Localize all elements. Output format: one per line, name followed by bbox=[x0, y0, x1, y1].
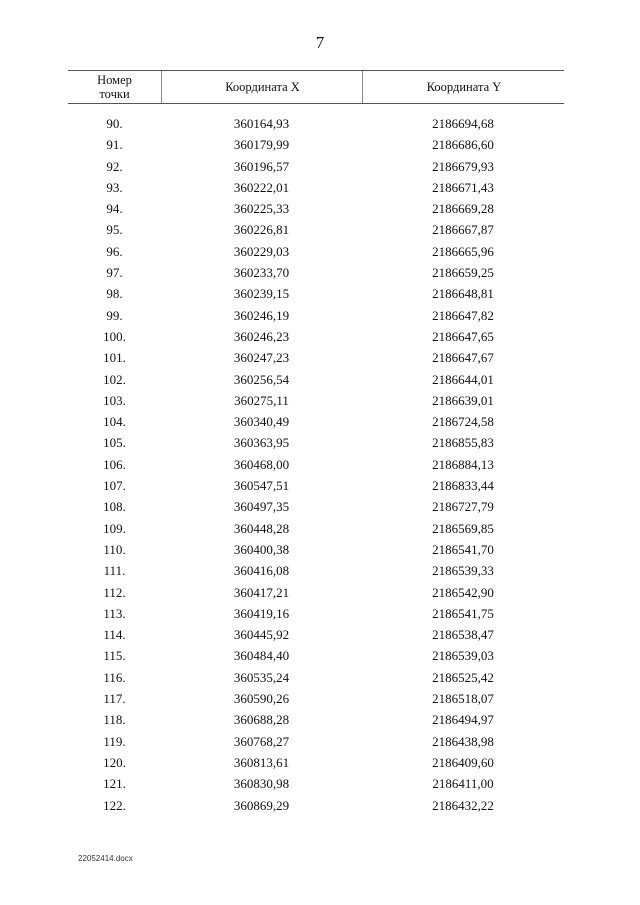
coordinate-y-cell: 2186539,33 bbox=[432, 563, 494, 579]
coordinate-y-cell: 2186518,07 bbox=[432, 691, 494, 707]
coordinate-x-cell: 360229,03 bbox=[233, 243, 290, 259]
table-row bbox=[68, 156, 564, 177]
header-point-line1: Номер bbox=[97, 73, 132, 87]
coordinate-x-cell: 360419,16 bbox=[233, 605, 290, 621]
coordinate-x-cell: 360340,49 bbox=[233, 414, 290, 430]
table-row bbox=[68, 603, 564, 624]
coordinate-x-cell: 360226,81 bbox=[233, 222, 290, 238]
coordinate-x-cell: 360363,95 bbox=[233, 435, 290, 451]
point-number-cell: 97. bbox=[106, 265, 123, 281]
point-number-cell: 120. bbox=[103, 754, 126, 770]
point-number-cell: 100. bbox=[103, 328, 126, 344]
coordinate-x-cell: 360547,51 bbox=[233, 478, 290, 494]
table-header bbox=[68, 70, 564, 104]
coordinate-y-cell: 2186686,60 bbox=[432, 137, 494, 153]
table-row bbox=[68, 305, 564, 326]
table-row bbox=[68, 496, 564, 517]
table-row bbox=[68, 262, 564, 283]
coordinate-y-cell: 2186669,28 bbox=[432, 201, 494, 217]
coordinate-x-cell: 360417,21 bbox=[233, 584, 290, 600]
coordinate-y-cell: 2186541,70 bbox=[432, 541, 494, 557]
point-number-cell: 113. bbox=[103, 605, 126, 621]
table-row bbox=[68, 667, 564, 688]
point-number-cell: 101. bbox=[103, 350, 126, 366]
header-coordinate-y: Координата Y bbox=[362, 71, 565, 103]
coordinate-x-cell: 360275,11 bbox=[234, 392, 289, 408]
point-number-cell: 121. bbox=[103, 776, 126, 792]
coordinate-y-cell: 2186541,75 bbox=[432, 605, 494, 621]
coordinate-y-cell: 2186671,43 bbox=[432, 179, 494, 195]
table-row bbox=[68, 411, 564, 432]
coordinate-x-cell: 360196,57 bbox=[233, 158, 290, 174]
point-number-cell: 91. bbox=[106, 137, 123, 153]
table-row bbox=[68, 709, 564, 730]
coordinate-x-cell: 360768,27 bbox=[233, 733, 290, 749]
point-number-cell: 106. bbox=[103, 456, 126, 472]
coordinate-y-cell: 2186525,42 bbox=[432, 669, 494, 685]
point-number-cell: 111. bbox=[103, 563, 126, 579]
footer-filename: 22052414.docx bbox=[78, 854, 133, 863]
coordinate-x-cell: 360468,00 bbox=[233, 456, 290, 472]
table-row bbox=[68, 645, 564, 666]
coordinate-y-cell: 2186411,00 bbox=[432, 776, 494, 792]
point-number-cell: 103. bbox=[103, 392, 126, 408]
coordinate-x-cell: 360179,99 bbox=[233, 137, 290, 153]
coordinate-x-cell: 360164,93 bbox=[233, 116, 290, 131]
point-number-cell: 110. bbox=[103, 541, 126, 557]
coordinate-y-cell: 2186667,87 bbox=[432, 222, 494, 238]
coordinate-x-cell: 360590,26 bbox=[233, 691, 290, 707]
coordinate-y-cell: 2186648,81 bbox=[432, 286, 494, 302]
table-row bbox=[68, 326, 564, 347]
point-number-cell: 118. bbox=[103, 712, 126, 728]
table-row bbox=[68, 219, 564, 240]
coordinate-y-cell: 2186647,82 bbox=[432, 307, 494, 323]
coordinate-y-cell: 2186647,65 bbox=[432, 328, 494, 344]
coordinate-y-cell: 2186884,13 bbox=[432, 456, 494, 472]
point-number-cell: 115. bbox=[103, 648, 126, 664]
coordinate-y-cell: 2186539,03 bbox=[432, 648, 494, 664]
coordinate-y-cell: 2186639,01 bbox=[432, 392, 494, 408]
coordinate-x-cell: 360233,70 bbox=[233, 265, 290, 281]
point-number-cell: 112. bbox=[103, 584, 126, 600]
table-row bbox=[68, 347, 564, 368]
point-number-cell: 98. bbox=[106, 286, 123, 302]
coordinate-y-cell: 2186724,58 bbox=[432, 414, 494, 430]
table-row bbox=[68, 198, 564, 219]
coordinate-x-cell: 360239,15 bbox=[233, 286, 290, 302]
coordinate-x-cell: 360813,61 bbox=[233, 754, 290, 770]
coordinate-x-cell: 360222,01 bbox=[233, 179, 290, 195]
table-row bbox=[68, 177, 564, 198]
point-number-cell: 114. bbox=[103, 627, 126, 643]
table-row bbox=[68, 241, 564, 262]
table-row bbox=[68, 113, 564, 134]
table-row bbox=[68, 624, 564, 645]
table-row bbox=[68, 752, 564, 773]
table-row bbox=[68, 518, 564, 539]
coordinate-y-cell: 2186494,97 bbox=[432, 712, 494, 728]
table-row bbox=[68, 731, 564, 752]
table-body bbox=[68, 113, 564, 816]
table-row bbox=[68, 773, 564, 794]
point-number-cell: 94. bbox=[106, 201, 123, 217]
table-row bbox=[68, 795, 564, 816]
point-number-cell: 96. bbox=[106, 243, 123, 259]
point-number-cell: 107. bbox=[103, 478, 126, 494]
coordinate-x-cell: 360484,40 bbox=[233, 648, 290, 664]
table-row bbox=[68, 369, 564, 390]
table-row bbox=[68, 432, 564, 453]
point-number-cell: 102. bbox=[103, 371, 126, 387]
point-number-cell: 105. bbox=[103, 435, 126, 451]
coordinate-y-cell: 2186644,01 bbox=[432, 371, 494, 387]
coordinate-y-cell: 2186542,90 bbox=[432, 584, 494, 600]
header-point-number bbox=[68, 71, 161, 103]
coordinate-x-cell: 360416,08 bbox=[233, 563, 290, 579]
table-row bbox=[68, 134, 564, 155]
coordinate-x-cell: 360247,23 bbox=[233, 350, 290, 366]
table-row bbox=[68, 539, 564, 560]
table-row bbox=[68, 582, 564, 603]
point-number-cell: 122. bbox=[103, 797, 126, 813]
coordinate-y-cell: 2186694,68 bbox=[432, 116, 494, 131]
table-row bbox=[68, 688, 564, 709]
table-row bbox=[68, 454, 564, 475]
point-number-cell: 93. bbox=[106, 179, 123, 195]
header-coordinate-x: Координата X bbox=[161, 71, 363, 103]
point-number-cell: 95. bbox=[106, 222, 123, 238]
coordinate-x-cell: 360497,35 bbox=[233, 499, 290, 515]
table-row bbox=[68, 475, 564, 496]
coordinate-y-cell: 2186727,79 bbox=[432, 499, 494, 515]
coordinate-y-cell: 2186679,93 bbox=[432, 158, 494, 174]
page-number: 7 bbox=[315, 33, 325, 52]
coordinate-y-cell: 2186833,44 bbox=[432, 478, 494, 494]
coordinate-x-cell: 360445,92 bbox=[233, 627, 290, 643]
coordinate-y-cell: 2186538,47 bbox=[432, 627, 494, 643]
point-number-cell: 108. bbox=[103, 499, 126, 515]
coordinate-x-cell: 360246,19 bbox=[233, 307, 290, 323]
point-number-cell: 92. bbox=[106, 158, 123, 174]
coordinate-x-cell: 360535,24 bbox=[233, 669, 290, 685]
point-number-cell: 90. bbox=[106, 116, 123, 131]
coordinate-y-cell: 2186855,83 bbox=[432, 435, 494, 451]
point-number-cell: 99. bbox=[106, 307, 123, 323]
header-point-line2: точки bbox=[99, 87, 130, 101]
coordinate-x-cell: 360225,33 bbox=[233, 201, 290, 217]
coordinate-y-cell: 2186438,98 bbox=[432, 733, 494, 749]
coordinate-x-cell: 360688,28 bbox=[233, 712, 290, 728]
coordinate-y-cell: 2186569,85 bbox=[432, 520, 494, 536]
table-row bbox=[68, 560, 564, 581]
coordinate-y-cell: 2186409,60 bbox=[432, 754, 494, 770]
coordinate-x-cell: 360869,29 bbox=[233, 797, 290, 813]
coordinate-x-cell: 360400,38 bbox=[233, 541, 290, 557]
table-row bbox=[68, 390, 564, 411]
coordinate-y-cell: 2186432,22 bbox=[432, 797, 494, 813]
point-number-cell: 117. bbox=[103, 691, 126, 707]
point-number-cell: 104. bbox=[103, 414, 126, 430]
coordinate-x-cell: 360830,98 bbox=[233, 776, 290, 792]
point-number-cell: 119. bbox=[103, 733, 126, 749]
coordinate-y-cell: 2186659,25 bbox=[432, 265, 494, 281]
coordinate-x-cell: 360256,54 bbox=[233, 371, 290, 387]
coordinate-y-cell: 2186647,67 bbox=[432, 350, 494, 366]
coordinate-y-cell: 2186665,96 bbox=[432, 243, 494, 259]
table-row bbox=[68, 283, 564, 304]
coordinate-x-cell: 360448,28 bbox=[233, 520, 290, 536]
point-number-cell: 109. bbox=[103, 520, 126, 536]
point-number-cell: 116. bbox=[103, 669, 126, 685]
coordinate-x-cell: 360246,23 bbox=[233, 328, 290, 344]
